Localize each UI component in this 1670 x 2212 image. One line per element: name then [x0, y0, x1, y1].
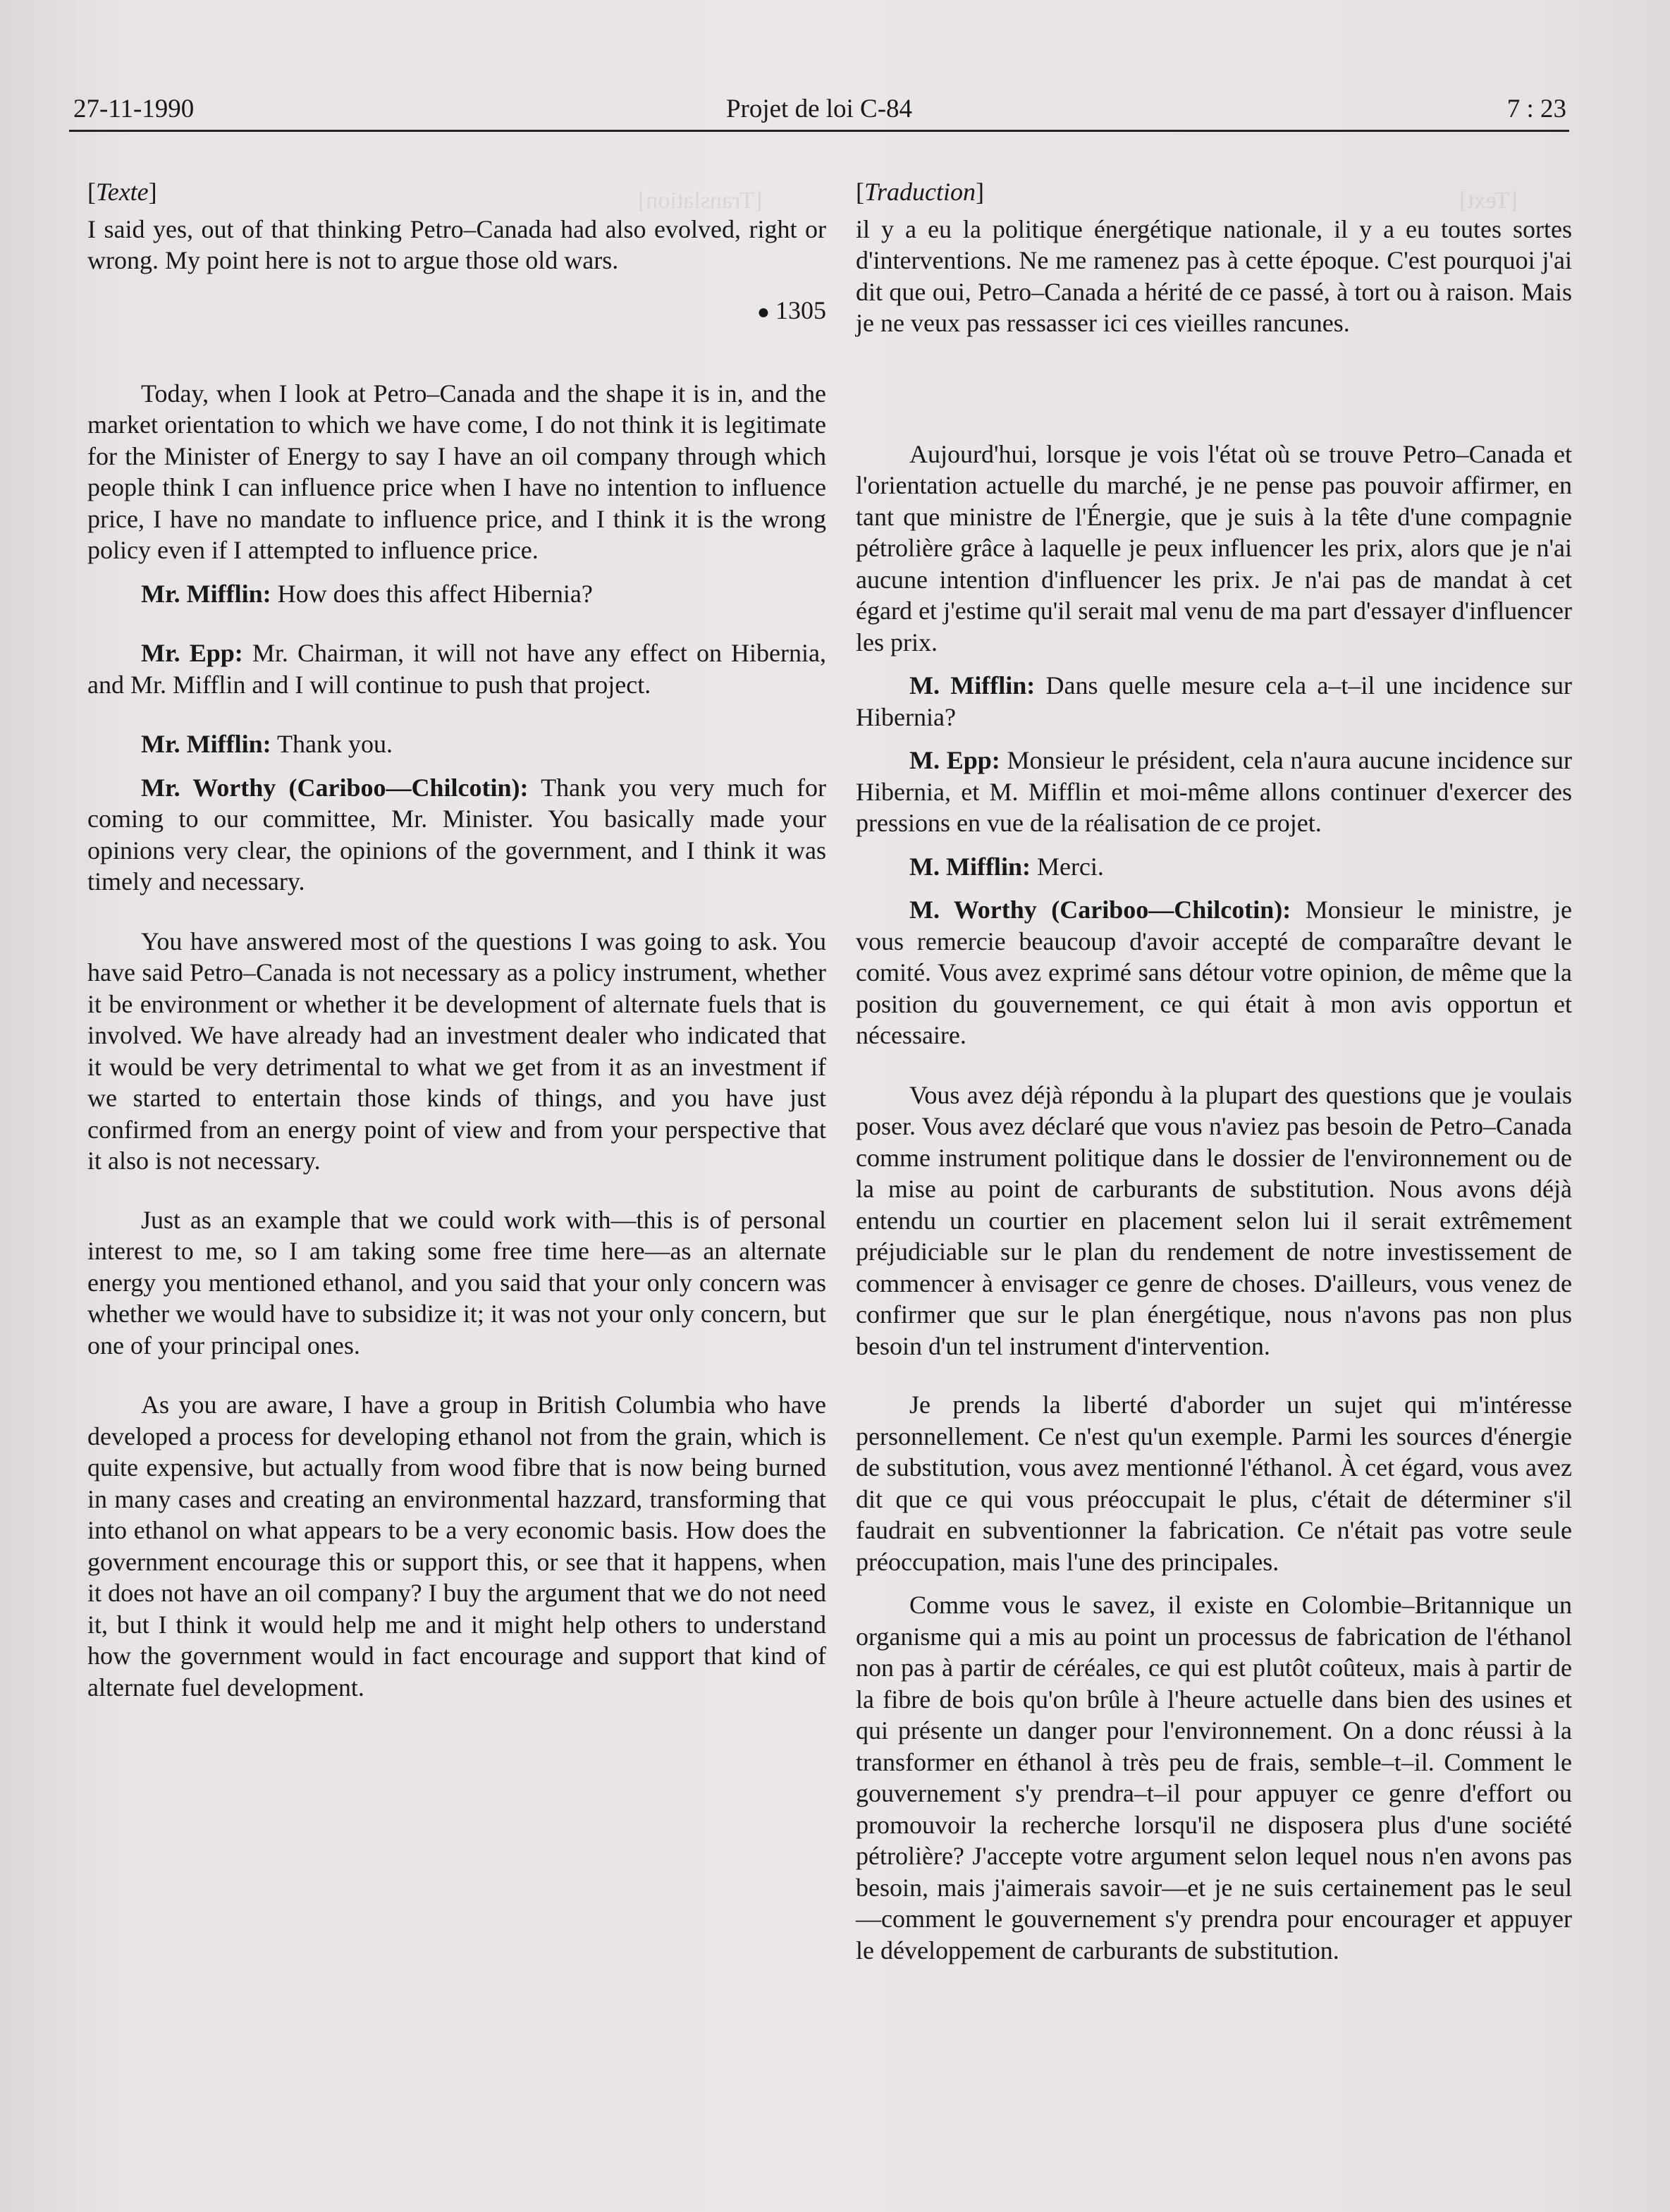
header-title: Projet de loi C-84 [725, 94, 913, 123]
paragraph: Je prends la liberté d'aborder un sujet qui m'intéresse personnellement. Ce n'est qu'un exemple. Parmi les sources d'énergie de substitution, vous avez mentionné l'éthanol. À cet égard, vous avez dit que ce qui vous préoccupait le plus, c'était de déterminer s'il faudrait en subventionner la fabrication. Ce n'était pas votre seule préoccupation, mais l'une des principales. [856, 1391, 1572, 1576]
time-marker: ● 1305 [756, 295, 826, 324]
paragraph: Mr. Mifflin: How does this affect Hibernia? [141, 579, 593, 608]
paragraph: Mr. Worthy (Cariboo—Chilcotin): Thank you very much for coming to our committee, Mr. Minister. You basically made your opinions very clear, the opinions of the government, and I think it was timely and necessary. [87, 773, 827, 896]
speaker-name: M. Worthy (Cariboo—Chilcotin): [909, 896, 1291, 924]
speaker-name: Mr. Epp: [141, 639, 243, 667]
page-header [69, 90, 1569, 132]
speaker-name: Mr. Mifflin: [141, 730, 271, 758]
paragraph: Comme vous le savez, il existe en Colombie–Britannique un organisme qui a mis au point un processus de fabrication de l'éthanol non pas à partir de céréales, ce qui est plutôt coûteux, mais à partir de la fibre de bois qu'on brûle à l'heure actuelle dans bien des usines et qui présente un danger pour l'environnement. On a donc réussi à la transformer en éthanol à très peu de frais, semble–t–il. Comment le gouvernement s'y prendra–t–il pour appuyer ce genre d'effort ou promouvoir la recherche lorsqu'il ne disposera plus d'une société pétrolière? J'accepte votre argument selon lequel nous n'en avons pas besoin, mais j'aimerais savoir—et je ne suis certainement pas le seul—comment le gouvernement s'y prendra pour encourager et appuyer le développement de carburants de substitution. [856, 1591, 1572, 1964]
paragraph: M. Epp: Monsieur le président, cela n'aura aucune incidence sur Hibernia, et M. Mifflin et moi-même allons continuer d'exercer des pressions en vue de la réalisation de ce projet. [856, 746, 1572, 837]
paragraph: il y a eu la politique énergétique nationale, il y a eu toutes sortes d'interventions. Ne me ramenez pas à cette époque. C'est pourquoi j'ai dit que oui, Petro–Canada a hérité de ce passé, à tort ou à raison. Mais je ne veux pas ressasser ici ces vieilles rancunes. [856, 214, 1572, 337]
speaker-name: Mr. Worthy (Cariboo—Chilcotin): [141, 773, 529, 802]
paragraph: As you are aware, I have a group in British Columbia who have developed a process for developing ethanol not from the grain, which is quite expensive, but actually from wood fibre that is now being burned in many cases and creating an environmental hazzard, transforming that into ethanol on what appears to be a very economic basis. How does the government encourage this or support this, or see that it happens, when it does not have an oil company? I buy the argument that we do not need it, but I think it would help me and it might help others to understand how the government would in fact encourage and support that kind of alternate fuel development. [87, 1391, 826, 1701]
header-page-number: 7 : 23 [1506, 94, 1566, 123]
speaker-name: Mr. Mifflin: [141, 579, 271, 608]
speaker-name: M. Epp: [909, 746, 1000, 774]
paragraph: Just as an example that we could work with—this is of personal interest to me, so I am taking some free time here—as an alternate energy you mentioned ethanol, and you said that your only concern was whether we would have to subsidize it; it was not your only concern, but one of your principal ones. [87, 1205, 826, 1359]
paragraph: M. Worthy (Cariboo—Chilcotin): Monsieur le ministre, je vous remercie beaucoup d'avoir accepté de comparaître devant le comité. Vous avez exprimé sans détour votre opinion, de même que la position du gouvernement, ce qui était à mon avis opportun et nécessaire. [856, 896, 1573, 1049]
language-label: [Texte] [87, 178, 157, 206]
paragraph: M. Mifflin: Dans quelle mesure cela a–t–il une incidence sur Hibernia? [856, 671, 1572, 731]
english-column [87, 176, 826, 1703]
paragraph: Mr. Mifflin: Thank you. [141, 730, 393, 758]
show-through-text: [Text] [1459, 188, 1518, 214]
paragraph: You have answered most of the questions I was going to ask. You have said Petro–Canada is not necessary as a policy instrument, whether it be environment or whether it be development of alternate fuels that is involved. We have already had an investment dealer who indicated that it would be very detrimental to what we get from it as an investment if we started to entertain those kinds of things, and you have just confirmed from an energy point of view and from your perspective that it also is not necessary. [87, 927, 826, 1175]
paragraph: I said yes, out of that thinking Petro–Canada had also evolved, right or wrong. My point here is not to argue those old wars. [87, 214, 826, 274]
paragraph: Vous avez déjà répondu à la plupart des questions que je voulais poser. Vous avez déclaré que vous n'aviez pas besoin de Petro–Canada comme instrument politique dans le dossier de l'environnement ou de la mise au point de carburants de substitution. Nous avons déjà entendu un courtier en placement selon lui il serait extrêmement préjudiciable sur le plan du rendement de notre investissement de commencer à envisager ce genre de choses. D'ailleurs, vous venez de confirmer que sur le plan énergétique, nous n'avons pas non plus besoin d'un tel instrument d'intervention. [856, 1080, 1572, 1360]
paragraph: Aujourd'hui, lorsque je vois l'état où se trouve Petro–Canada et l'orientation actuelle du marché, je ne pense pas pouvoir affirmer, en tant que ministre de l'Énergie, que je suis à la tête d'une compagnie pétrolière grâce à laquelle je peux influencer les prix, alors que je n'ai aucune intention d'influencer les prix. Je n'ai pas de mandat à cet égard et j'estime qu'il serait mal venu de ma part d'essayer d'influencer les prix. [856, 439, 1572, 656]
speaker-name: M. Mifflin: [909, 671, 1036, 699]
speaker-name: M. Mifflin: [909, 852, 1031, 881]
paragraph: Today, when I look at Petro–Canada and the shape it is in, and the market orientation to which we have come, I do not think it is legitimate for the Minister of Energy to say I have an oil company through which people think I can influence price when I have no intention to influence price, I have no mandate to influence price, and I think it is the wrong policy even if I attempted to influence price. [87, 379, 826, 564]
header-date: 27-11-1990 [73, 94, 195, 123]
paragraph: Mr. Epp: Mr. Chairman, it will not have any effect on Hibernia, and Mr. Mifflin and I will continue to push that project. [87, 639, 826, 699]
language-label: [Traduction] [856, 178, 985, 206]
french-column [856, 176, 1572, 1966]
show-through-text: [Translation] [638, 188, 763, 214]
paragraph: M. Mifflin: Merci. [909, 852, 1104, 881]
